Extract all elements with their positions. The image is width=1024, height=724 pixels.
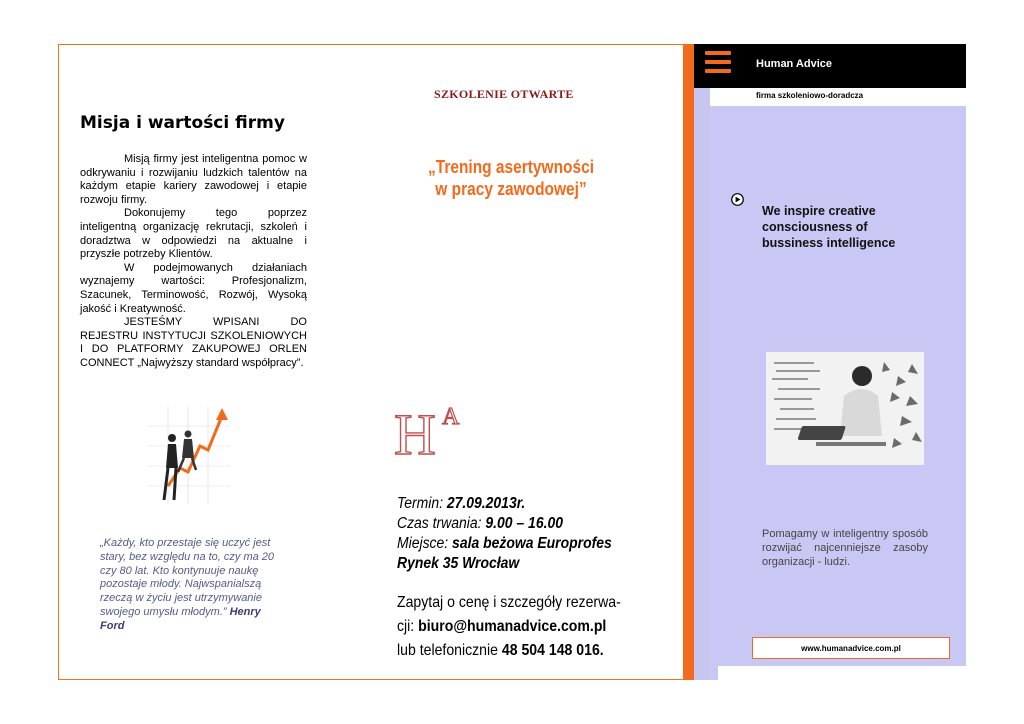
contact-info [397,591,621,663]
contact-email-row [397,615,621,639]
orange-divider [683,44,694,680]
termin-value: 27.09.2013r. [446,495,526,512]
contact-phone-row [397,639,621,663]
svg-text:A: A [442,404,460,430]
business-growth-image [148,406,230,504]
phone-number: 48 504 148 016. [501,642,604,659]
duration-label: Czas trwania: [397,515,482,532]
duration-row [397,514,612,534]
place-value: sala beżowa Europrofes [452,535,612,552]
contact-prefix: cji: [397,618,415,635]
duration-value: 9.00 – 16.00 [485,515,563,532]
help-text: Pomagamy w inteligentny sposób rozwijać najcenniejsze zasoby organizacji - ludzi. [762,528,928,568]
address-row [397,554,612,574]
contact-line: Zapytaj o cenę i szczegóły rezerwa- [397,594,621,611]
mission-paragraph: JESTEŚMY WPISANI DO REJESTRU INSTYTUCJI SZKOLENIOWYCH I DO PLATFORMY ZAKUPOWEJ ORLEN CONNECT „Najwyższy standard współpracy”. [80,316,307,369]
arrow-right-icon [731,193,744,206]
training-title-line: „Trening asertywności [427,157,595,177]
training-title [412,156,610,200]
place-row [397,534,612,554]
brand-name: Human Advice [756,58,833,70]
place-label: Miejsce: [397,535,449,552]
termin-label: Termin: [397,495,443,512]
website-link[interactable]: www.humanadvice.com.pl [801,644,901,653]
svg-text:H: H [394,402,436,460]
henry-ford-quote [100,537,284,634]
quote-author: Henry Ford [100,605,261,632]
training-details [397,494,612,574]
woman-laptop-image [766,352,924,465]
slogan: We inspire creative consciousness of bussiness intelligence [762,204,896,250]
mission-title: Misja i wartości firmy [80,113,285,133]
termin-row [397,494,612,514]
mission-paragraph: Dokonujemy tego poprzez inteligentną organizację rekrutacji, szkoleń i doradztwa w odpowiedzi na aktualne i przyszłe potrzeby Klientów. [80,207,307,261]
ha-logo [394,402,474,460]
lavender-strip [694,44,710,680]
mission-paragraph: Misją firmy jest inteligentna pomoc w odkrywaniu i rozwijaniu ludzkich talentów na każdym etapie kariery zawodowej i etapie rozwoju firmy. [80,153,307,206]
training-type-label: SZKOLENIE OTWARTE [434,87,574,101]
contact-prefix: lub telefonicznie [397,642,498,659]
menu-icon [705,51,731,73]
brand-tagline: firma szkoleniowo-doradcza [756,91,864,100]
training-title-line: w pracy zawodowej” [435,179,587,199]
email-link[interactable]: biuro@humanadvice.com.pl [418,618,607,635]
mission-text [80,153,307,371]
mission-paragraph: W podejmowanych działaniach wyznajemy wartości: Profesjonalizm, Szacunek, Terminowość, Rozwój, Wysoką jakość i Kreatywność. [80,261,307,315]
address-value: Rynek 35 Wrocław [397,555,520,572]
quote-text: „Każdy, kto przestaje się uczyć jest stary, bez względu na to, czy ma 20 czy 80 lat. Kto kontynuuje naukę pozostaje młody. Najwspanialszą rzeczą w życiu jest utrzymywanie swojego umysłu młodym.” [100,537,275,618]
bottom-strip [718,666,966,680]
